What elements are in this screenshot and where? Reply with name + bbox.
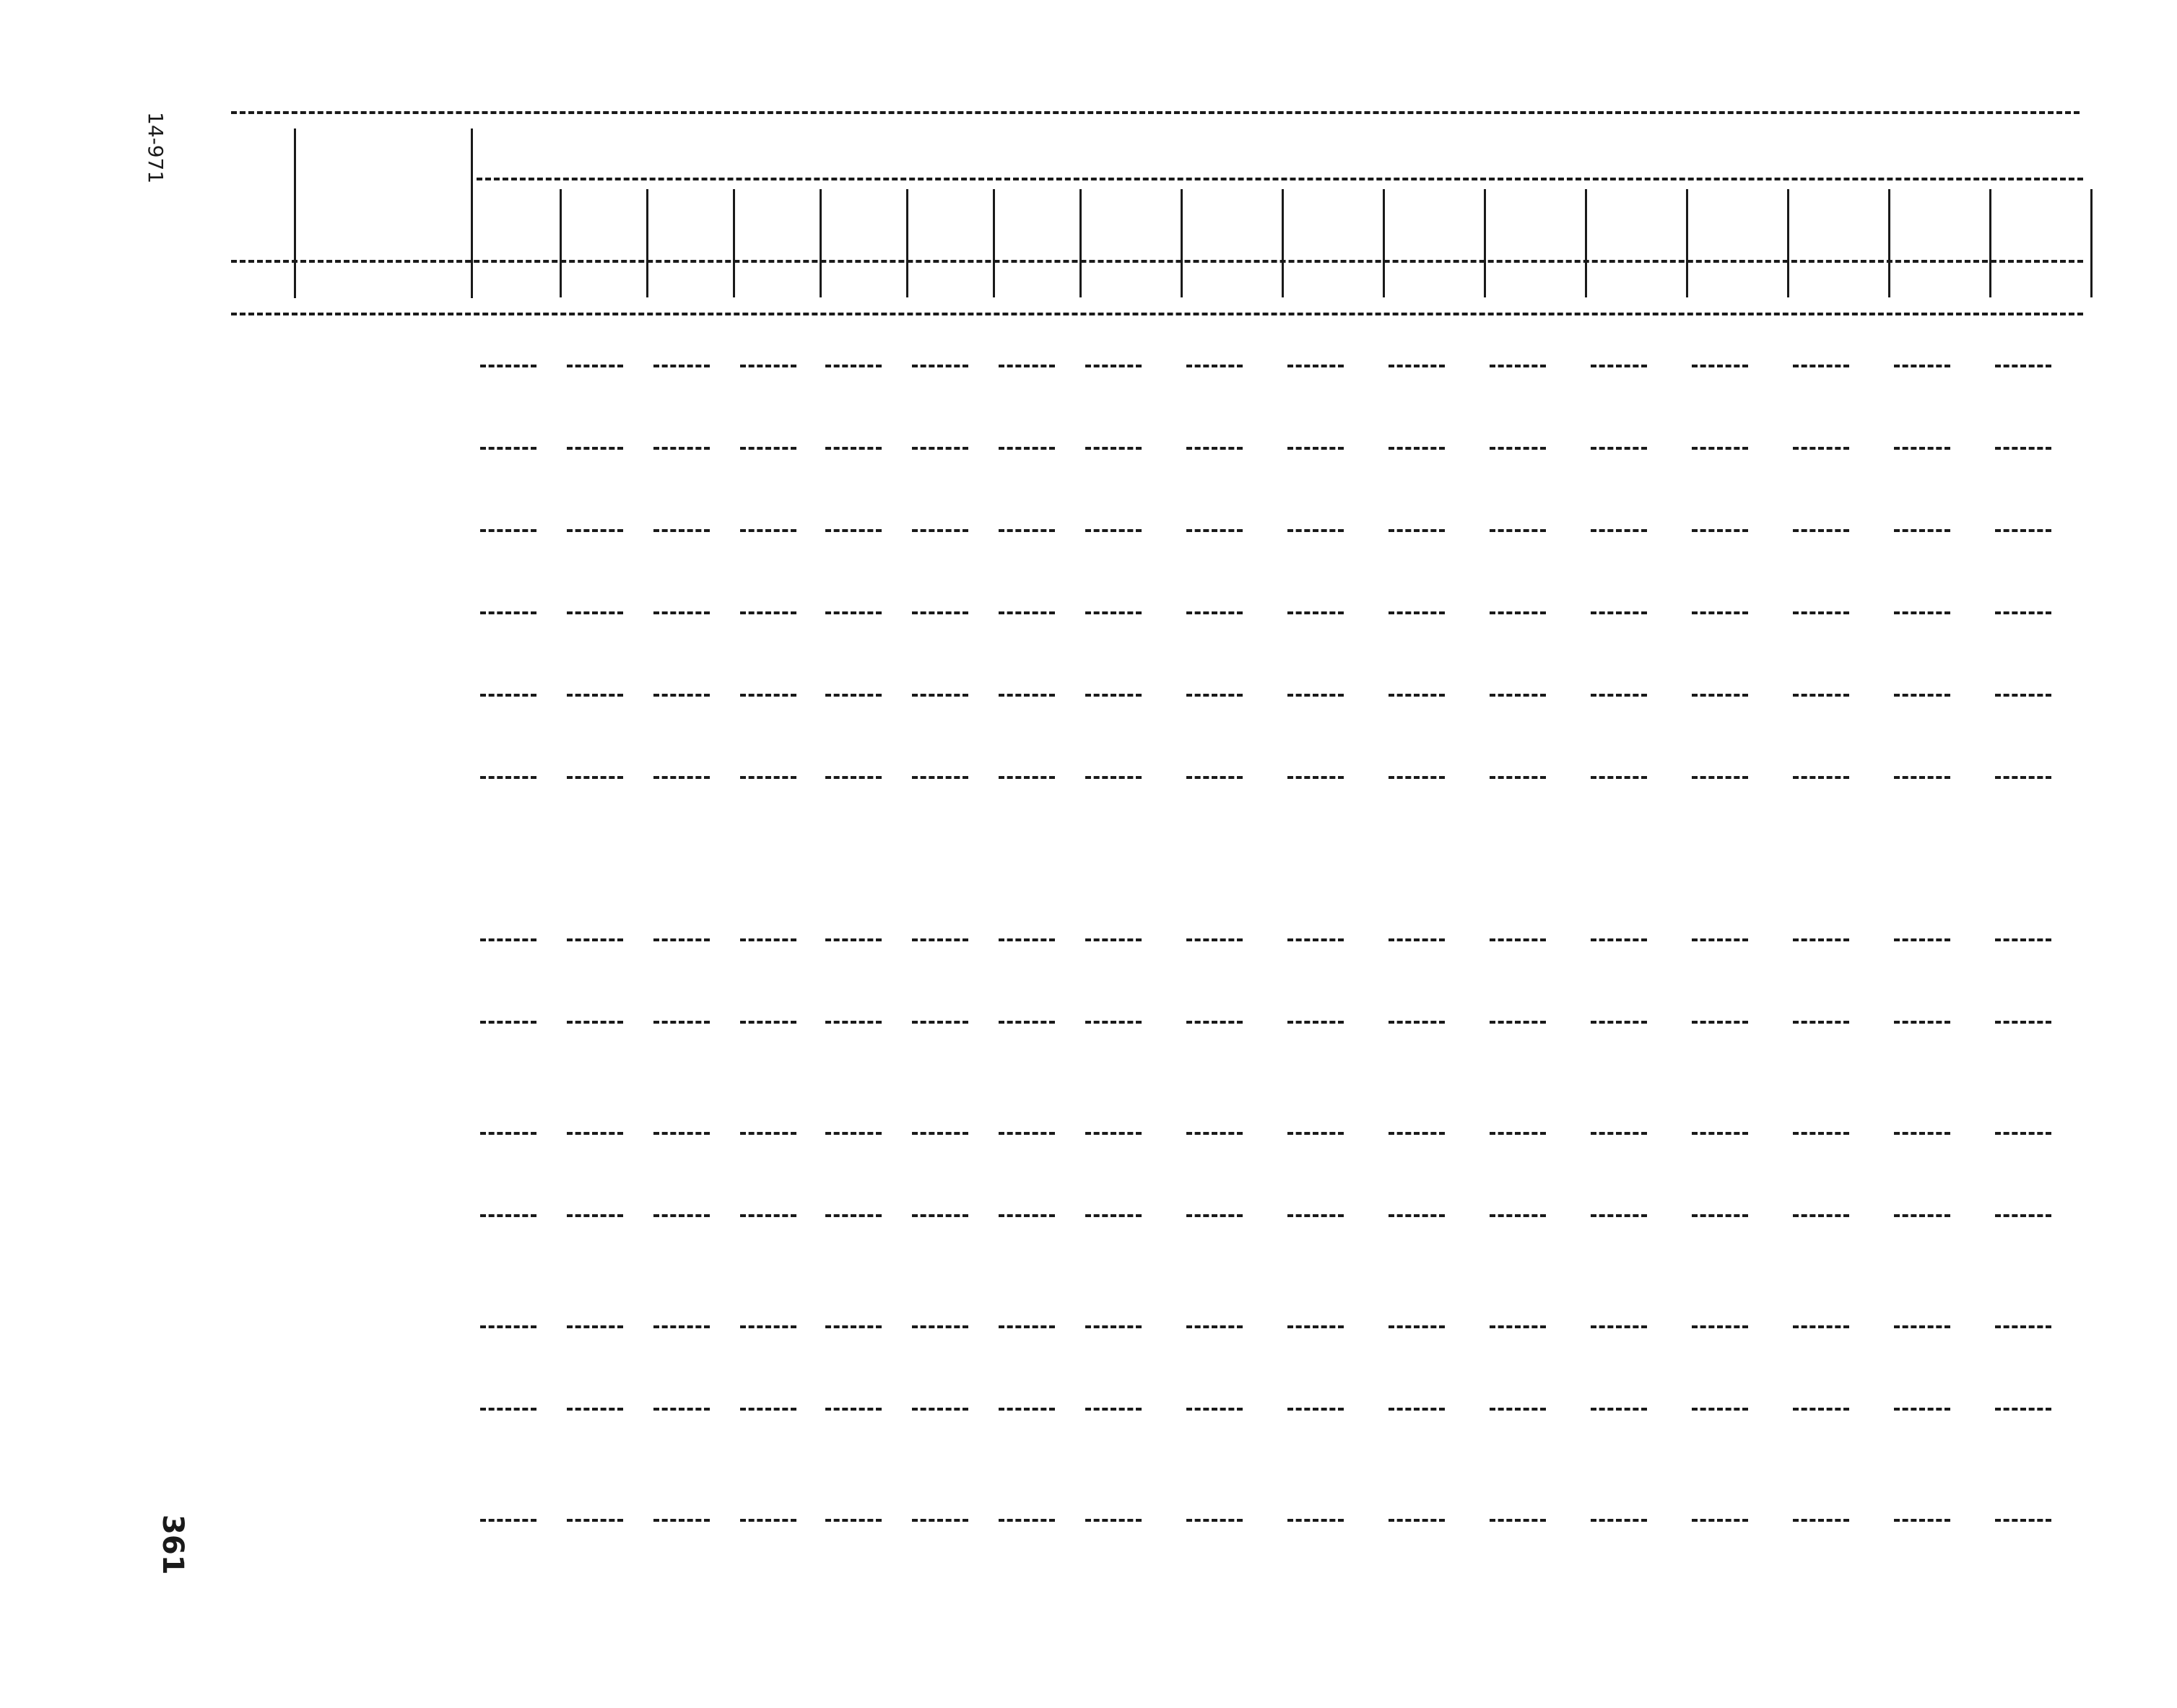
fraction-bar [1591, 694, 1647, 697]
page-number: 361 [156, 1515, 189, 1575]
fraction-bar [740, 694, 796, 697]
fraction-bar [825, 1519, 882, 1522]
fraction-bar [999, 1021, 1055, 1024]
fraction-bar [1793, 447, 1849, 450]
fraction-bar [1389, 365, 1445, 367]
fraction-bar [1894, 1408, 1950, 1411]
fraction-bar [1591, 611, 1647, 614]
fraction-bar [825, 365, 882, 367]
fraction-bar [653, 1519, 710, 1522]
fraction-bar [1389, 776, 1445, 779]
fraction-bar [1995, 1214, 2051, 1217]
fraction-bar [1793, 1325, 1849, 1328]
fraction-bar [999, 1132, 1055, 1135]
fraction-bar [999, 529, 1055, 532]
header-divider [1989, 189, 1991, 297]
fraction-bar [1894, 611, 1950, 614]
fraction-bar [1894, 529, 1950, 532]
fraction-bar [1287, 1408, 1344, 1411]
fraction-bar [1287, 694, 1344, 697]
fraction-bar [1692, 1132, 1748, 1135]
fraction-bar [999, 447, 1055, 450]
fraction-bar [1692, 529, 1748, 532]
fraction-bar [912, 365, 968, 367]
fraction-bar [1894, 365, 1950, 367]
fraction-bar [1591, 1132, 1647, 1135]
header-mid-rule [231, 260, 2083, 263]
fraction-bar [825, 1021, 882, 1024]
fraction-bar [1490, 1325, 1546, 1328]
fraction-bar [825, 1408, 882, 1411]
fraction-bar [825, 1214, 882, 1217]
fraction-bar [1085, 447, 1142, 450]
fraction-bar [912, 1519, 968, 1522]
header-divider [993, 189, 995, 297]
fraction-bar [1287, 1214, 1344, 1217]
fraction-bar [567, 365, 623, 367]
fraction-bar [1490, 1132, 1546, 1135]
fraction-bar [740, 447, 796, 450]
fraction-bar [1591, 1408, 1647, 1411]
fraction-bar [1287, 1132, 1344, 1135]
fraction-bar [1389, 1408, 1445, 1411]
fraction-bar [1793, 1408, 1849, 1411]
fraction-bar [653, 365, 710, 367]
fraction-bar [653, 1021, 710, 1024]
fraction-bar [1389, 1021, 1445, 1024]
fraction-bar [480, 776, 536, 779]
fraction-bar [740, 1132, 796, 1135]
header-divider [1282, 189, 1284, 297]
fraction-bar [740, 1325, 796, 1328]
fraction-bar [653, 1325, 710, 1328]
fraction-bar [1490, 1408, 1546, 1411]
fraction-bar [1692, 447, 1748, 450]
fraction-bar [1591, 1519, 1647, 1522]
fraction-bar [480, 1325, 536, 1328]
fraction-bar [1793, 1021, 1849, 1024]
fraction-bar [1389, 447, 1445, 450]
fraction-bar [1085, 365, 1142, 367]
fraction-bar [1995, 776, 2051, 779]
fraction-bar [1186, 1519, 1243, 1522]
header-divider [1686, 189, 1688, 297]
fraction-bar [740, 938, 796, 941]
fraction-bar [912, 1408, 968, 1411]
fraction-bar [567, 611, 623, 614]
fraction-bar [912, 1325, 968, 1328]
fraction-bar [1287, 447, 1344, 450]
fraction-bar [912, 447, 968, 450]
fraction-bar [1894, 1519, 1950, 1522]
fraction-bar [912, 938, 968, 941]
fraction-bar [653, 1408, 710, 1411]
fraction-bar [1085, 611, 1142, 614]
fraction-bar [653, 694, 710, 697]
fraction-bar [825, 938, 882, 941]
fraction-bar [825, 1132, 882, 1135]
fraction-bar [1591, 1325, 1647, 1328]
fraction-bar [1490, 1021, 1546, 1024]
fraction-bar [480, 694, 536, 697]
fraction-bar [1490, 611, 1546, 614]
header-divider [1181, 189, 1183, 297]
fraction-bar [999, 776, 1055, 779]
fraction-bar [480, 365, 536, 367]
fraction-bar [1186, 1214, 1243, 1217]
fraction-bar [740, 1408, 796, 1411]
fraction-bar [825, 611, 882, 614]
fraction-bar [653, 529, 710, 532]
fraction-bar [1793, 365, 1849, 367]
fraction-bar [567, 776, 623, 779]
fraction-bar [1186, 776, 1243, 779]
fraction-bar [1490, 365, 1546, 367]
header-bottom-rule [231, 313, 2083, 315]
fraction-bar [999, 694, 1055, 697]
fraction-bar [653, 611, 710, 614]
fraction-bar [1490, 529, 1546, 532]
fraction-bar [1490, 776, 1546, 779]
fraction-bar [1793, 529, 1849, 532]
fraction-bar [480, 529, 536, 532]
fraction-bar [1894, 1021, 1950, 1024]
fraction-bar [999, 1519, 1055, 1522]
fraction-bar [1995, 938, 2051, 941]
fraction-bar [1692, 1408, 1748, 1411]
fraction-bar [1085, 1214, 1142, 1217]
fraction-bar [999, 1325, 1055, 1328]
fraction-bar [567, 529, 623, 532]
fraction-bar [825, 694, 882, 697]
fraction-bar [1085, 1519, 1142, 1522]
fraction-bar [1490, 938, 1546, 941]
fraction-bar [1287, 1325, 1344, 1328]
fraction-bar [653, 447, 710, 450]
fraction-bar [1692, 365, 1748, 367]
fraction-bar [1490, 694, 1546, 697]
fraction-bar [1591, 938, 1647, 941]
fraction-bar [740, 365, 796, 367]
fraction-bar [1591, 776, 1647, 779]
fraction-bar [1894, 1214, 1950, 1217]
fraction-bar [1186, 529, 1243, 532]
fraction-bar [1186, 447, 1243, 450]
fraction-bar [1287, 776, 1344, 779]
fraction-bar [1389, 1132, 1445, 1135]
header-divider [1787, 189, 1789, 297]
fraction-bar [567, 1519, 623, 1522]
header-divider [820, 189, 822, 297]
fraction-bar [1186, 694, 1243, 697]
fraction-bar [567, 447, 623, 450]
fraction-bar [1995, 1021, 2051, 1024]
fraction-bar [740, 1214, 796, 1217]
fraction-bar [1085, 776, 1142, 779]
fraction-bar [1389, 1214, 1445, 1217]
fraction-bar [1591, 1214, 1647, 1217]
fraction-bar [1085, 1021, 1142, 1024]
fraction-bar [825, 529, 882, 532]
side-code: 14-971 [144, 112, 168, 184]
fraction-bar [480, 1408, 536, 1411]
fraction-bar [912, 529, 968, 532]
fraction-bar [1287, 365, 1344, 367]
fraction-bar [1894, 938, 1950, 941]
fraction-bar [1085, 529, 1142, 532]
fraction-bar [480, 1132, 536, 1135]
fraction-bar [1591, 529, 1647, 532]
fraction-bar [1692, 1519, 1748, 1522]
fraction-bar [1894, 1132, 1950, 1135]
fraction-bar [567, 694, 623, 697]
fraction-bar [1389, 938, 1445, 941]
fraction-bar [1389, 694, 1445, 697]
fraction-bar [912, 1214, 968, 1217]
fraction-bar [740, 611, 796, 614]
fraction-bar [912, 694, 968, 697]
fraction-bar [1186, 1408, 1243, 1411]
fraction-bar [1389, 611, 1445, 614]
fraction-bar [912, 611, 968, 614]
fraction-bar [1186, 1325, 1243, 1328]
header-divider [906, 189, 908, 297]
fraction-bar [999, 938, 1055, 941]
fraction-bar [567, 1132, 623, 1135]
fraction-bar [1186, 938, 1243, 941]
fraction-bar [480, 1214, 536, 1217]
fraction-bar [1186, 365, 1243, 367]
fraction-bar [740, 529, 796, 532]
fraction-bar [740, 1021, 796, 1024]
header-divider [646, 189, 648, 297]
fraction-bar [1995, 529, 2051, 532]
fraction-bar [1591, 365, 1647, 367]
fraction-bar [1085, 694, 1142, 697]
fraction-bar [1287, 938, 1344, 941]
fraction-bar [480, 938, 536, 941]
fraction-bar [1894, 1325, 1950, 1328]
fraction-bar [1692, 938, 1748, 941]
fraction-bar [567, 1021, 623, 1024]
fraction-bar [1894, 694, 1950, 697]
fraction-bar [825, 776, 882, 779]
fraction-bar [1995, 1408, 2051, 1411]
fraction-bar [1186, 611, 1243, 614]
fraction-bar [1389, 1519, 1445, 1522]
header-divider [1888, 189, 1890, 297]
header-divider [733, 189, 735, 297]
fraction-bar [1287, 611, 1344, 614]
fraction-bar [1389, 1325, 1445, 1328]
fraction-bar [740, 776, 796, 779]
fraction-bar [480, 1519, 536, 1522]
fraction-bar [567, 1325, 623, 1328]
fraction-bar [1692, 694, 1748, 697]
fraction-bar [1287, 1021, 1344, 1024]
fraction-bar [567, 1408, 623, 1411]
header-divider [1383, 189, 1385, 297]
fraction-bar [1894, 776, 1950, 779]
fraction-bar [912, 776, 968, 779]
fraction-bar [1995, 1325, 2051, 1328]
fraction-bar [567, 1214, 623, 1217]
fraction-bar [653, 776, 710, 779]
header-divider [1484, 189, 1486, 297]
fraction-bar [653, 1132, 710, 1135]
fraction-bar [1389, 529, 1445, 532]
fraction-bar [1591, 1021, 1647, 1024]
fraction-bar [912, 1132, 968, 1135]
fraction-bar [1995, 1519, 2051, 1522]
fraction-bar [1793, 1132, 1849, 1135]
fraction-bar [480, 611, 536, 614]
fraction-bar [1692, 1325, 1748, 1328]
fraction-bar [1085, 1408, 1142, 1411]
fraction-bar [1793, 1214, 1849, 1217]
fraction-bar [1186, 1132, 1243, 1135]
fraction-bar [999, 1214, 1055, 1217]
fraction-bar [1995, 447, 2051, 450]
fraction-bar [1793, 1519, 1849, 1522]
fraction-bar [1085, 1325, 1142, 1328]
fraction-bar [1995, 1132, 2051, 1135]
fraction-bar [1692, 611, 1748, 614]
fraction-bar [1085, 938, 1142, 941]
fraction-bar [653, 938, 710, 941]
fraction-bar [1692, 1214, 1748, 1217]
header-divider [560, 189, 562, 297]
fraction-bar [653, 1214, 710, 1217]
fraction-bar [480, 447, 536, 450]
fraction-bar [999, 611, 1055, 614]
fraction-bar [1692, 1021, 1748, 1024]
fraction-bar [740, 1519, 796, 1522]
header-divider [1079, 189, 1082, 297]
header-divider [471, 128, 473, 298]
fraction-bar [1287, 1519, 1344, 1522]
fraction-bar [912, 1021, 968, 1024]
header-top-rule [231, 111, 2080, 114]
fraction-bar [1995, 611, 2051, 614]
fraction-bar [1692, 776, 1748, 779]
fraction-bar [1793, 694, 1849, 697]
fraction-bar [480, 1021, 536, 1024]
fraction-bar [1995, 694, 2051, 697]
fraction-bar [1085, 1132, 1142, 1135]
header-divider [2090, 189, 2093, 297]
fraction-bar [567, 938, 623, 941]
fraction-bar [1995, 365, 2051, 367]
fraction-bar [1894, 447, 1950, 450]
header-divider [294, 128, 296, 298]
fraction-bar [999, 1408, 1055, 1411]
fraction-bar [1793, 938, 1849, 941]
fraction-bar [825, 1325, 882, 1328]
header-district-rule [477, 178, 2083, 180]
fraction-bar [1490, 447, 1546, 450]
fraction-bar [1186, 1021, 1243, 1024]
fraction-bar [1490, 1519, 1546, 1522]
fraction-bar [1490, 1214, 1546, 1217]
fraction-bar [1793, 776, 1849, 779]
fraction-bar [825, 447, 882, 450]
fraction-bar [999, 365, 1055, 367]
fraction-bar [1793, 611, 1849, 614]
fraction-bar [1591, 447, 1647, 450]
header-divider [1585, 189, 1587, 297]
fraction-bar [1287, 529, 1344, 532]
